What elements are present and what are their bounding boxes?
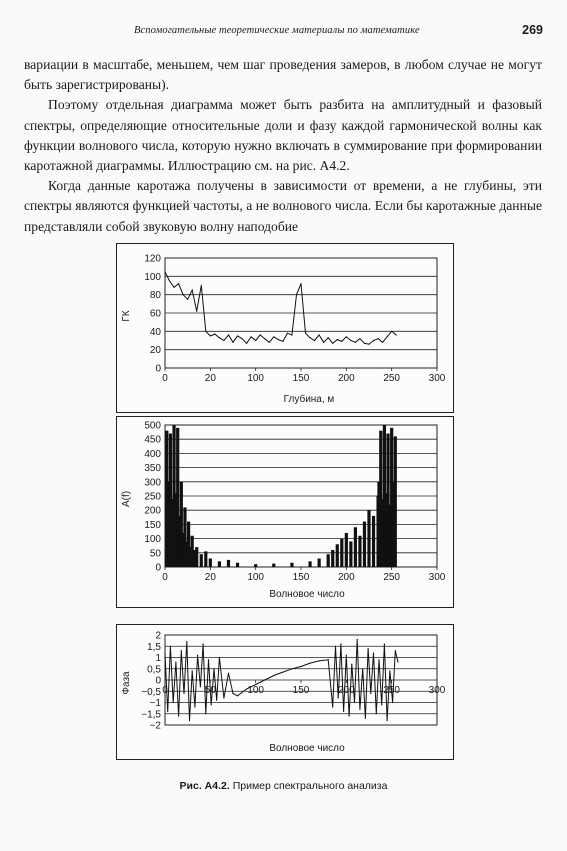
data-point bbox=[216, 700, 217, 701]
paragraph-1: вариации в масштабе, меньшем, чем шаг проведения замеров, в любом случае не могут быть зарегистрированы). bbox=[24, 57, 542, 93]
data-point bbox=[264, 679, 265, 680]
chart-amplitude-spectrum-svg bbox=[117, 417, 453, 607]
x-tick-label: 50 bbox=[204, 685, 216, 696]
data-point bbox=[378, 659, 379, 660]
data-point bbox=[364, 343, 365, 344]
figure-caption-label: Рис. А4.2. bbox=[179, 780, 230, 792]
spectrum-bar bbox=[349, 541, 352, 567]
data-point bbox=[202, 643, 203, 644]
data-point bbox=[357, 639, 358, 640]
data-point bbox=[365, 718, 366, 719]
data-point bbox=[340, 643, 341, 644]
data-point bbox=[391, 331, 392, 332]
x-axis-label: Волновое число bbox=[269, 743, 345, 754]
data-point bbox=[389, 670, 390, 671]
spectrum-bar bbox=[200, 554, 203, 567]
data-point bbox=[255, 340, 256, 341]
paragraph-2: Поэтому отдельная диаграмма может быть разбита на амплитудный и фазовый спектры, определяющие относительные доли и фазу каждой гармонической волны как функции волнового числа, которую нужно включать в суммирование при формировании каротажной диаграммы. Иллюстрацию см. на рис. А4.2. bbox=[24, 97, 542, 174]
data-point bbox=[219, 657, 220, 658]
data-point bbox=[338, 697, 339, 698]
x-tick-label: 250 bbox=[383, 572, 401, 583]
data-point bbox=[392, 702, 393, 703]
data-point bbox=[213, 668, 214, 669]
data-point bbox=[337, 339, 338, 340]
y-tick-label: 250 bbox=[144, 491, 161, 503]
data-point bbox=[332, 343, 333, 344]
data-point bbox=[183, 693, 184, 694]
x-tick-label: 150 bbox=[292, 685, 310, 696]
data-point bbox=[355, 342, 356, 343]
spectrum-bar bbox=[209, 558, 212, 567]
data-point bbox=[189, 720, 190, 721]
x-tick-label: 150 bbox=[292, 373, 310, 384]
x-tick-label: 0 bbox=[162, 685, 168, 696]
data-point bbox=[219, 337, 220, 338]
data-point bbox=[211, 704, 212, 705]
chart-gamma-log-svg bbox=[117, 244, 453, 412]
data-point bbox=[251, 336, 252, 337]
spectrum-bar bbox=[236, 563, 239, 567]
y-axis-label: ГК bbox=[121, 310, 132, 322]
page-header bbox=[24, 23, 543, 43]
data-point bbox=[381, 704, 382, 705]
spectrum-bar bbox=[318, 558, 321, 567]
data-point bbox=[323, 342, 324, 343]
y-tick-label: −0,5 bbox=[141, 686, 161, 698]
x-tick-label: 250 bbox=[383, 373, 401, 384]
data-point bbox=[214, 333, 215, 334]
y-tick-label: 400 bbox=[144, 448, 161, 460]
data-point bbox=[387, 336, 388, 337]
y-tick-label: 80 bbox=[149, 290, 161, 302]
data-point bbox=[359, 709, 360, 710]
data-point bbox=[260, 334, 261, 335]
data-point bbox=[296, 294, 297, 295]
x-tick-label: 0 bbox=[162, 572, 168, 583]
x-tick-label: 200 bbox=[337, 685, 355, 696]
y-tick-label: 50 bbox=[149, 548, 161, 560]
data-point bbox=[246, 343, 247, 344]
data-point bbox=[343, 711, 344, 712]
data-point bbox=[309, 337, 310, 338]
data-point bbox=[305, 333, 306, 334]
data-point bbox=[395, 650, 396, 651]
spectrum-bar bbox=[336, 544, 339, 567]
data-point bbox=[210, 335, 211, 336]
spectrum-bar bbox=[394, 436, 397, 567]
data-point bbox=[273, 675, 274, 676]
y-axis-label: A(f) bbox=[121, 490, 132, 508]
data-point bbox=[205, 331, 206, 332]
data-point bbox=[164, 271, 165, 272]
data-point bbox=[173, 702, 174, 703]
spectrum-bar bbox=[327, 554, 330, 567]
y-tick-label: 500 bbox=[144, 420, 161, 432]
data-point bbox=[354, 702, 355, 703]
data-point bbox=[387, 720, 388, 721]
data-point bbox=[319, 334, 320, 335]
data-point bbox=[332, 706, 333, 707]
spectrum-bar bbox=[227, 560, 230, 567]
data-point bbox=[196, 311, 197, 312]
data-point bbox=[300, 666, 301, 667]
data-point bbox=[368, 344, 369, 345]
y-tick-label: 0 bbox=[155, 562, 161, 574]
data-point bbox=[282, 672, 283, 673]
data-point bbox=[348, 715, 349, 716]
data-point bbox=[192, 670, 193, 671]
data-point bbox=[367, 648, 368, 649]
data-point bbox=[186, 641, 187, 642]
data-point bbox=[351, 664, 352, 665]
x-tick-label: 20 bbox=[204, 572, 216, 583]
data-point bbox=[362, 668, 363, 669]
spectrum-bar bbox=[372, 516, 375, 567]
y-tick-label: 100 bbox=[144, 271, 161, 283]
data-point bbox=[194, 706, 195, 707]
data-point bbox=[376, 713, 377, 714]
data-point bbox=[273, 336, 274, 337]
data-point bbox=[175, 661, 176, 662]
data-point bbox=[223, 697, 224, 698]
x-axis-label: Волновое число bbox=[269, 589, 345, 600]
data-point bbox=[341, 341, 342, 342]
chart-amplitude-spectrum bbox=[116, 416, 454, 608]
data-point bbox=[300, 283, 301, 284]
data-point bbox=[192, 289, 193, 290]
x-tick-label: 300 bbox=[428, 685, 446, 696]
data-point bbox=[232, 342, 233, 343]
x-tick-label: 20 bbox=[204, 373, 216, 384]
body-text bbox=[24, 55, 542, 237]
y-tick-label: 20 bbox=[149, 345, 161, 357]
y-tick-label: −1 bbox=[149, 698, 161, 709]
x-tick-label: 300 bbox=[428, 572, 446, 583]
data-point bbox=[164, 652, 165, 653]
data-point bbox=[237, 695, 238, 696]
y-tick-label: 1 bbox=[155, 653, 161, 664]
y-tick-label: 0 bbox=[155, 675, 161, 687]
data-point bbox=[178, 715, 179, 716]
x-tick-label: 150 bbox=[292, 572, 310, 583]
y-tick-label: 60 bbox=[149, 308, 161, 320]
data-point bbox=[197, 655, 198, 656]
data-point bbox=[269, 342, 270, 343]
y-tick-label: 1,5 bbox=[147, 641, 161, 653]
spectrum-bar bbox=[254, 564, 257, 567]
spectrum-bar bbox=[363, 522, 366, 567]
data-point bbox=[350, 340, 351, 341]
x-axis-label: Глубина, м bbox=[283, 394, 335, 405]
data-point bbox=[181, 650, 182, 651]
data-point bbox=[178, 283, 179, 284]
data-point bbox=[241, 338, 242, 339]
data-point bbox=[208, 659, 209, 660]
y-tick-label: 150 bbox=[144, 519, 161, 531]
spectrum-bar bbox=[331, 550, 334, 567]
x-tick-label: 250 bbox=[383, 685, 401, 696]
y-tick-label: −2 bbox=[149, 720, 161, 732]
data-point bbox=[167, 711, 168, 712]
data-point bbox=[287, 333, 288, 334]
data-point bbox=[246, 688, 247, 689]
data-point bbox=[282, 341, 283, 342]
spectrum-bar bbox=[308, 561, 311, 567]
spectrum-bar bbox=[354, 527, 357, 567]
paragraph-3: Когда данные каротажа получены в зависимости от времени, а не глубины, эти спектры являются функцией частоты, а не волнового числа. Если бы каротажные данные представляли собой звуковую волну наподобие bbox=[24, 178, 542, 234]
data-point bbox=[291, 334, 292, 335]
spectrum-bar bbox=[345, 533, 348, 567]
y-tick-label: 450 bbox=[144, 434, 161, 446]
data-point bbox=[291, 668, 292, 669]
data-point bbox=[237, 335, 238, 336]
y-tick-label: −1,5 bbox=[141, 709, 161, 721]
data-point bbox=[314, 340, 315, 341]
data-point bbox=[228, 334, 229, 335]
x-tick-label: 200 bbox=[337, 572, 355, 583]
data-point bbox=[201, 285, 202, 286]
spectrum-bar bbox=[272, 564, 275, 567]
y-tick-label: 300 bbox=[144, 477, 161, 489]
spectrum-bar bbox=[218, 561, 221, 567]
series-line bbox=[165, 272, 396, 344]
spectrum-bar bbox=[358, 536, 361, 567]
spectrum-bar bbox=[367, 510, 370, 567]
data-point bbox=[187, 299, 188, 300]
data-point bbox=[397, 661, 398, 662]
y-tick-label: 0,5 bbox=[147, 664, 161, 676]
data-point bbox=[264, 338, 265, 339]
x-tick-label: 300 bbox=[428, 373, 446, 384]
data-point bbox=[370, 693, 371, 694]
x-tick-label: 100 bbox=[247, 373, 265, 384]
data-point bbox=[328, 659, 329, 660]
data-point bbox=[382, 342, 383, 343]
spectrum-bar bbox=[340, 539, 343, 567]
data-point bbox=[183, 294, 184, 295]
data-point bbox=[223, 340, 224, 341]
chart-gamma-log bbox=[116, 243, 454, 413]
data-point bbox=[359, 338, 360, 339]
data-point bbox=[346, 655, 347, 656]
data-point bbox=[373, 340, 374, 341]
x-tick-label: 0 bbox=[162, 373, 168, 384]
data-point bbox=[373, 652, 374, 653]
x-tick-label: 100 bbox=[247, 685, 265, 696]
x-tick-label: 200 bbox=[337, 373, 355, 384]
y-tick-label: 120 bbox=[144, 253, 161, 265]
data-point bbox=[328, 337, 329, 338]
data-point bbox=[319, 660, 320, 661]
chart-phase-spectrum bbox=[116, 624, 454, 760]
data-point bbox=[200, 686, 201, 687]
data-point bbox=[205, 713, 206, 714]
data-point bbox=[232, 693, 233, 694]
y-tick-label: 350 bbox=[144, 463, 161, 475]
y-tick-label: 40 bbox=[149, 326, 161, 338]
data-point bbox=[346, 336, 347, 337]
y-tick-label: 200 bbox=[144, 505, 161, 517]
figure-caption-text: Пример спектрального анализа bbox=[232, 780, 388, 792]
data-point bbox=[396, 334, 397, 335]
data-point bbox=[377, 338, 378, 339]
data-point bbox=[169, 280, 170, 281]
data-point bbox=[309, 663, 310, 664]
data-point bbox=[170, 646, 171, 647]
data-point bbox=[278, 339, 279, 340]
chart-phase-spectrum-svg bbox=[117, 625, 453, 759]
spectrum-bar bbox=[195, 547, 198, 567]
data-point bbox=[255, 684, 256, 685]
running-head: Вспомогательные теоретические материалы по математике bbox=[134, 25, 420, 36]
figure-caption bbox=[0, 780, 567, 792]
data-point bbox=[173, 287, 174, 288]
data-point bbox=[384, 643, 385, 644]
data-point bbox=[335, 646, 336, 647]
spectrum-bar bbox=[204, 551, 207, 567]
y-tick-label: 100 bbox=[144, 534, 161, 546]
y-tick-label: 2 bbox=[155, 630, 161, 642]
x-tick-label: 100 bbox=[247, 572, 265, 583]
y-axis-label: Фаза bbox=[121, 671, 132, 695]
y-tick-label: 0 bbox=[155, 363, 161, 375]
page-number: 269 bbox=[522, 23, 543, 37]
spectrum-bar bbox=[290, 563, 293, 567]
data-point bbox=[228, 673, 229, 674]
